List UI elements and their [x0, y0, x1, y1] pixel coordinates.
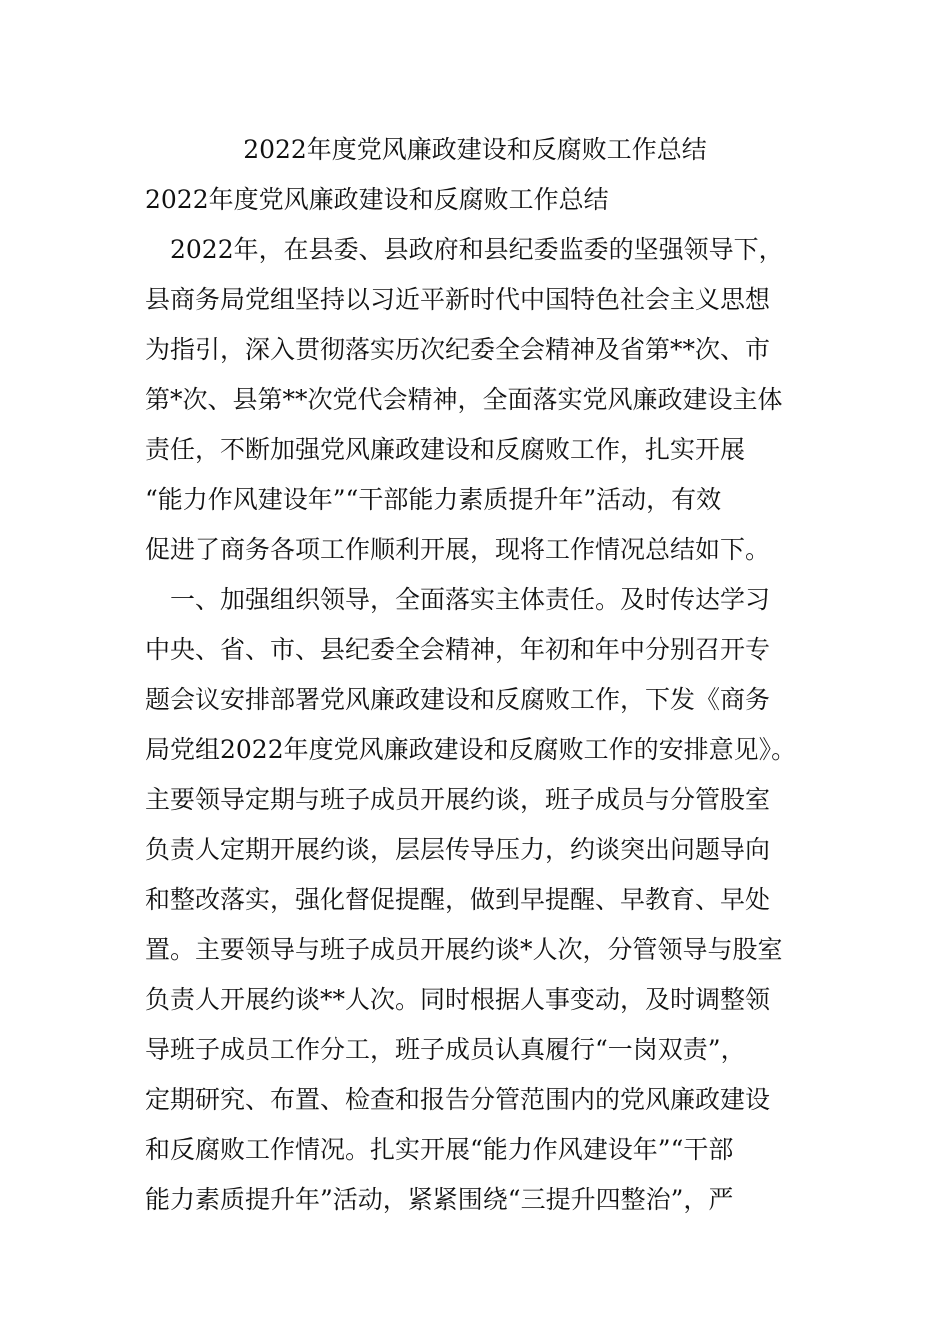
paragraph-line: 和反腐败工作情况。扎实开展“能力作风建设年”“干部 — [145, 1135, 734, 1164]
paragraph-line: 定期研究、布置、检查和报告分管范围内的党风廉政建设 — [145, 1085, 771, 1114]
paragraph-line: 导班子成员工作分工，班子成员认真履行“一岗双责”， — [145, 1035, 746, 1064]
document-title: 2022年度党风廉政建设和反腐败工作总结 — [243, 135, 707, 164]
paragraph-line: “能力作风建设年”“干部能力素质提升年”活动，有效 — [145, 485, 722, 514]
paragraph-line: 责任，不断加强党风廉政建设和反腐败工作，扎实开展 — [145, 435, 746, 464]
paragraph-line: 负责人开展约谈**人次。同时根据人事变动，及时调整领 — [145, 985, 771, 1014]
paragraph-line: 题会议安排部署党风廉政建设和反腐败工作，下发《商务 — [145, 685, 771, 714]
paragraph-line: 负责人定期开展约谈，层层传导压力，约谈突出问题导向 — [145, 835, 771, 864]
paragraph-line: 第*次、县第**次党代会精神，全面落实党风廉政建设主体 — [145, 385, 783, 414]
document-subtitle: 2022年度党风廉政建设和反腐败工作总结 — [145, 185, 609, 214]
paragraph-line: 县商务局党组坚持以习近平新时代中国特色社会主义思想 — [145, 285, 771, 314]
paragraph-line: 局党组2022年度党风廉政建设和反腐败工作的安排意见》。 — [145, 735, 797, 764]
paragraph-line: 能力素质提升年”活动，紧紧围绕“三提升四整治”，严 — [145, 1185, 734, 1214]
paragraph-line: 一、加强组织领导，全面落实主体责任。及时传达学习 — [145, 585, 771, 614]
paragraph-line: 为指引，深入贯彻落实历次纪委全会精神及省第**次、市 — [145, 335, 771, 364]
paragraph-line: 促进了商务各项工作顺利开展，现将工作情况总结如下。 — [145, 535, 771, 564]
paragraph-line: 置。主要领导与班子成员开展约谈*人次，分管领导与股室 — [145, 935, 783, 964]
paragraph-line: 主要领导定期与班子成员开展约谈，班子成员与分管股室 — [145, 785, 771, 814]
paragraph-line: 2022年，在县委、县政府和县纪委监委的坚强领导下， — [145, 235, 784, 264]
paragraph-line: 中央、省、市、县纪委全会精神，年初和年中分别召开专 — [145, 635, 771, 664]
paragraph-line: 和整改落实，强化督促提醒，做到早提醒、早教育、早处 — [145, 885, 771, 914]
